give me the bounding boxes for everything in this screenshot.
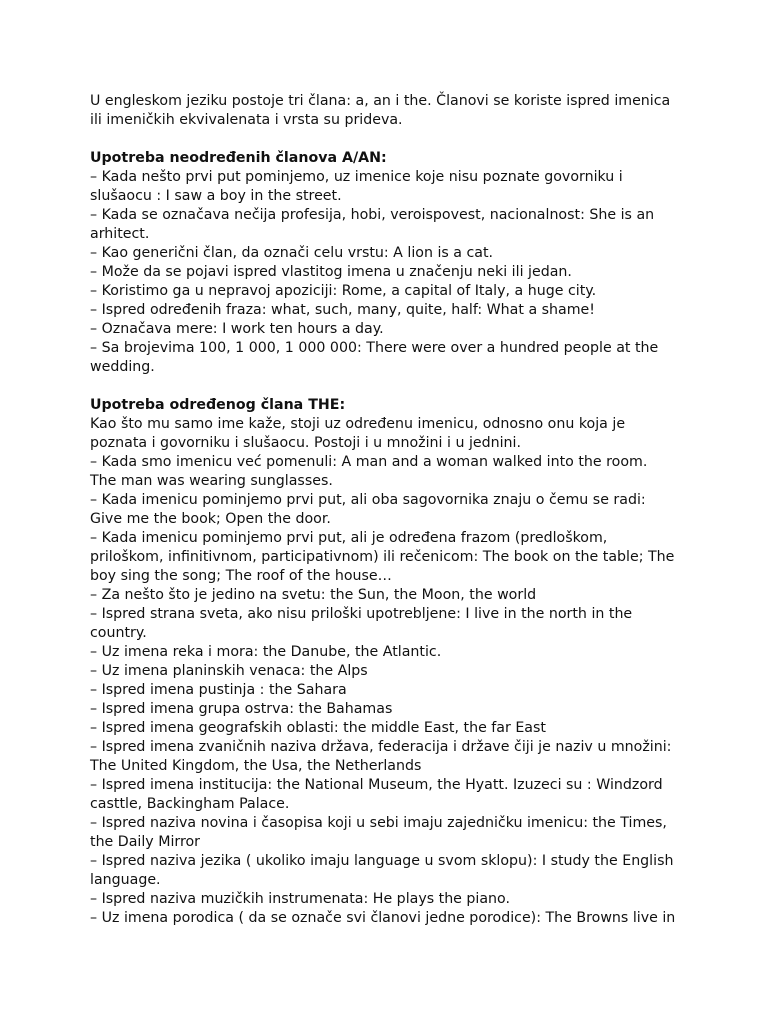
- list-item: – Ispred imena pustinja : the Sahara: [90, 682, 347, 698]
- list-item: – Ispred imena geografskih oblasti: the middle East, the far East: [90, 720, 546, 736]
- list-item: – Ispred naziva muzičkih instrumenata: He plays the piano.: [90, 891, 510, 907]
- list-item: – Kada imenicu pominjemo prvi put, ali je određena frazom (predloškom, priloškom, infinitivnom, participativnom) ili rečenicom: The book on the table; The boy sing the song; The roof of the house…: [90, 530, 675, 584]
- section-indefinite-articles: [90, 149, 678, 377]
- list-item: – Kada smo imenicu već pomenuli: A man and a woman walked into the room. The man was wearing sunglasses.: [90, 454, 648, 489]
- list-item: – Ispred strana sveta, ako nisu priloški upotrebljene: I live in the north in the country.: [90, 606, 633, 641]
- list-item: – Ispred imena grupa ostrva: the Bahamas: [90, 701, 393, 717]
- list-item: – Može da se pojavi ispred vlastitog imena u značenju neki ili jedan.: [90, 264, 572, 280]
- section-intro-text: Kao što mu samo ime kaže, stoji uz određenu imenicu, odnosno onu koja je poznata i govorniku i slušaocu. Postoji i u množini i u jednini.: [90, 416, 626, 451]
- list-item: – Uz imena planinskih venaca: the Alps: [90, 663, 368, 679]
- list-item: – Uz imena reka i mora: the Danube, the Atlantic.: [90, 644, 442, 660]
- list-item: – Sa brojevima 100, 1 000, 1 000 000: There were over a hundred people at the wedding.: [90, 340, 659, 375]
- list-item: – Ispred imena institucija: the National Museum, the Hyatt. Izuzeci su : Windzord casttle, Backingham Palace.: [90, 777, 663, 812]
- list-item: – Ispred naziva jezika ( ukoliko imaju language u svom sklopu): I study the English language.: [90, 853, 674, 888]
- list-item: – Kao generični član, da označi celu vrstu: A lion is a cat.: [90, 245, 494, 261]
- document-page: [90, 92, 678, 947]
- list-item: – Kada imenicu pominjemo prvi put, ali oba sagovornika znaju o čemu se radi: Give me the book; Open the door.: [90, 492, 646, 527]
- section-heading: Upotreba određenog člana THE:: [90, 397, 346, 413]
- list-item: – Ispred imena zvaničnih naziva država, federacija i države čiji je naziv u množini: The United Kingdom, the Usa, the Netherlands: [90, 739, 672, 774]
- list-item: – Označava mere: I work ten hours a day.: [90, 321, 384, 337]
- list-item: – Uz imena porodica ( da se označe svi članovi jedne porodice): The Browns live in: [90, 910, 676, 926]
- section-heading: Upotreba neodređenih članova A/AN:: [90, 150, 387, 166]
- intro-paragraph: U engleskom jeziku postoje tri člana: a, an i the. Članovi se koriste ispred imenica ili imeničkih ekvivalenata i vrsta su prideva.: [90, 93, 671, 128]
- list-item: – Kada se označava nečija profesija, hobi, veroispovest, nacionalnost: She is an arhitect.: [90, 207, 655, 242]
- list-item: – Ispred određenih fraza: what, such, many, quite, half: What a shame!: [90, 302, 595, 318]
- section-definite-article: [90, 396, 678, 928]
- list-item: – Koristimo ga u nepravoj apoziciji: Rome, a capital of Italy, a huge city.: [90, 283, 597, 299]
- list-item: – Za nešto što je jedino na svetu: the Sun, the Moon, the world: [90, 587, 537, 603]
- list-item: – Kada nešto prvi put pominjemo, uz imenice koje nisu poznate govorniku i slušaocu : I saw a boy in the street.: [90, 169, 623, 204]
- list-item: – Ispred naziva novina i časopisa koji u sebi imaju zajedničku imenicu: the Times, the Daily Mirror: [90, 815, 667, 850]
